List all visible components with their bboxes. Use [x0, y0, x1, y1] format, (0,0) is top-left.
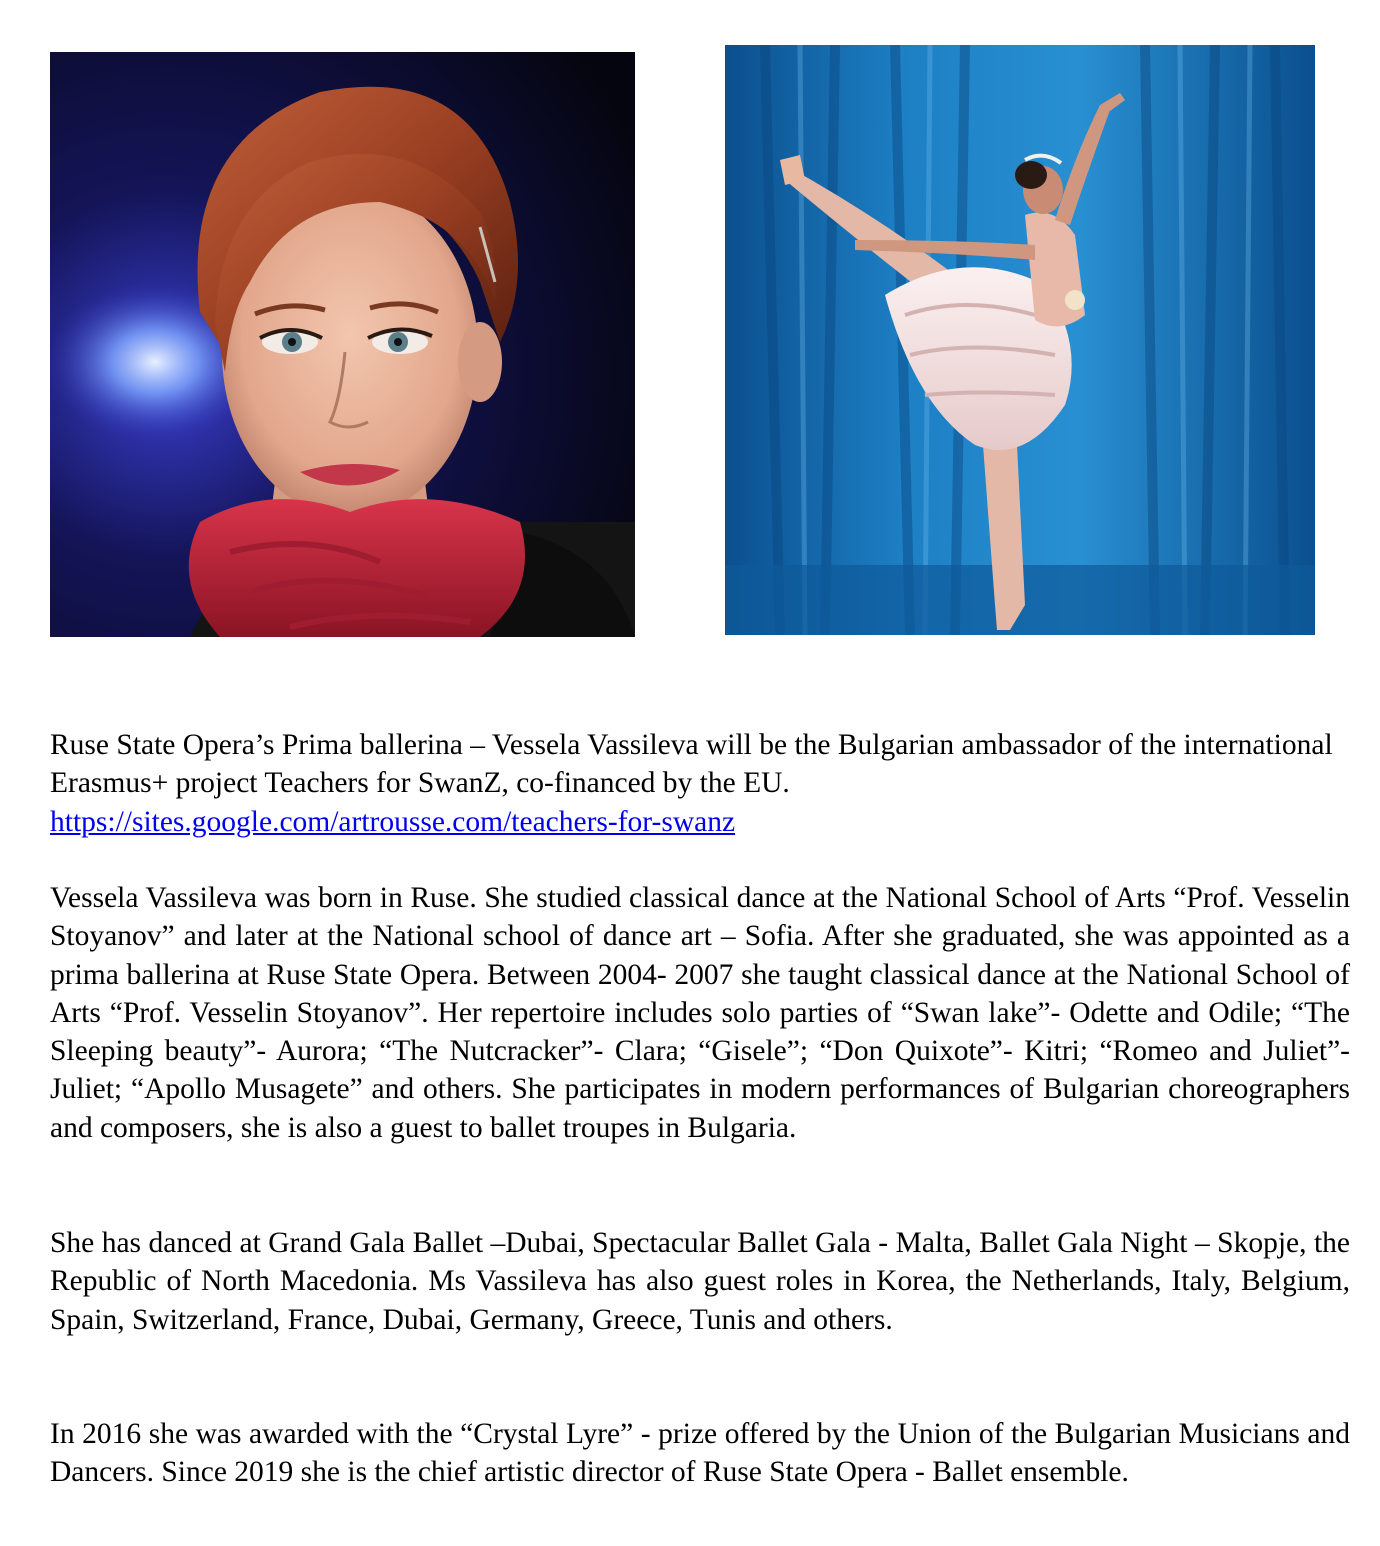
- project-link[interactable]: https://sites.google.com/artrousse.com/teachers-for-swanz: [50, 805, 736, 838]
- intro-paragraph: [50, 726, 1350, 841]
- portrait-photo: [50, 52, 635, 637]
- biography-paragraph: Vessela Vassileva was born in Ruse. She studied classical dance at the National School of Arts “Prof. Vesselin Stoyanov” and later at the National school of dance art – Sofia. After she graduated, she was appointed as a prima ballerina at Ruse State Opera. Between 2004- 2007 she taught classical dance at the National School of Arts “Prof. Vesselin Stoyanov”. Her repertoire includes solo parties of “Swan lake”- Odette and Odile; “The Sleeping beauty”- Aurora; “The Nutcracker”- Clara; “Gisele”; “Don Quixote”- Kitri; “Romeo and Juliet”- Juliet; “Apollo Musagete” and others. She participates in modern performances of Bulgarian choreographers and composers, she is also a guest to ballet troupes in Bulgaria.: [50, 882, 1350, 1144]
- awards-paragraph: In 2016 she was awarded with the “Crystal Lyre” - prize offered by the Union of the Bulgarian Musicians and Dancers. Since 2019 she is the chief artistic director of Ruse State Opera - Ballet ensemble.: [50, 1418, 1350, 1489]
- intro-text: Ruse State Opera’s Prima ballerina – Vessela Vassileva will be the Bulgarian ambassador of the international Erasmus+ project Teachers for SwanZ, co-financed by the EU.: [50, 729, 1333, 800]
- portrait-photo-icon: [50, 52, 635, 637]
- ballerina-photo-icon: [725, 45, 1315, 635]
- ballet-photo: [725, 45, 1315, 635]
- performances-paragraph: She has danced at Grand Gala Ballet –Dubai, Spectacular Ballet Gala - Malta, Ballet Gala Night – Skopje, the Republic of North Macedonia. Ms Vassileva has also guest roles in Korea, the Netherlands, Italy, Belgium, Spain, Switzerland, France, Dubai, Germany, Greece, Tunis and others.: [50, 1227, 1350, 1336]
